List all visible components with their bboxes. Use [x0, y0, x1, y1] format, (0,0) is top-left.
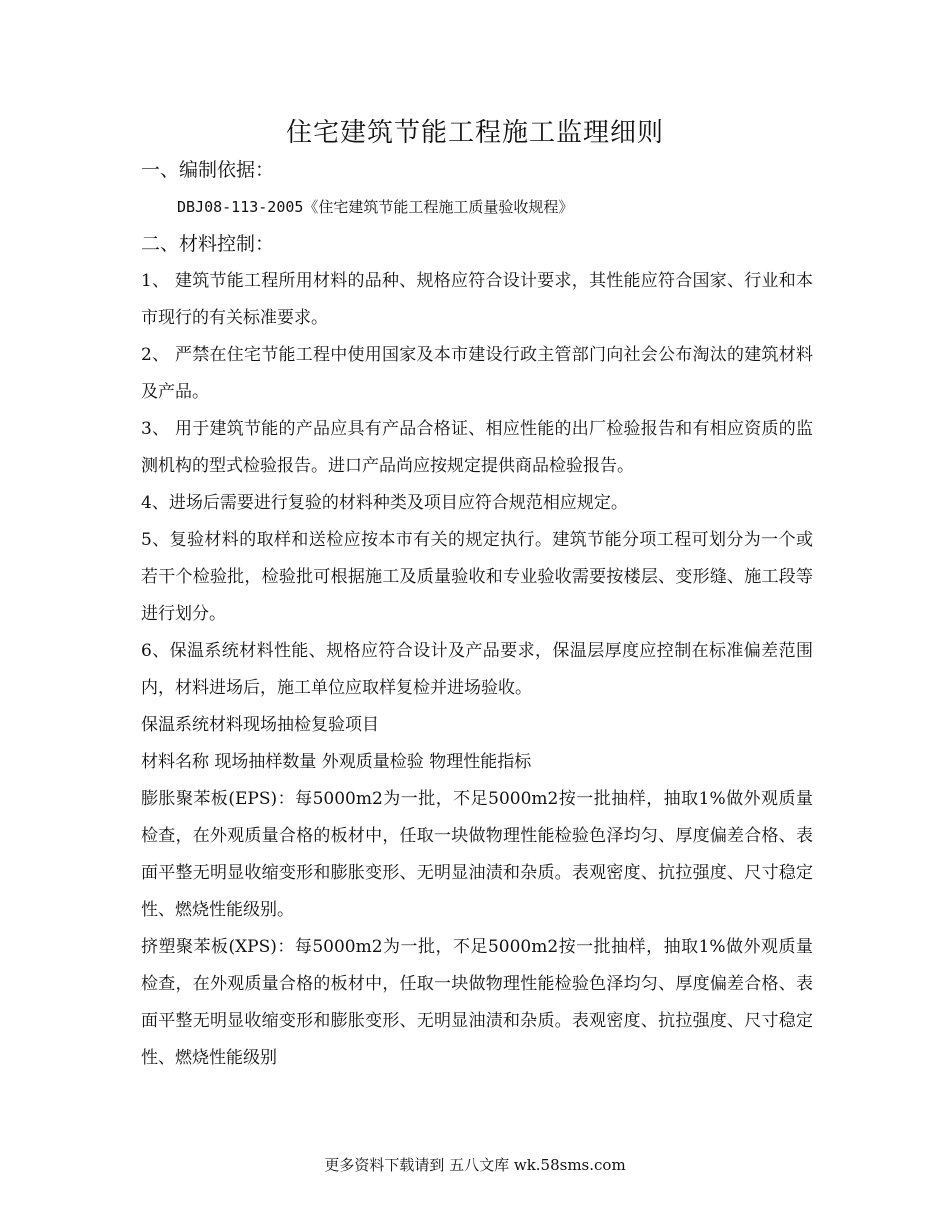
material-rule-5: 5、复验材料的取样和送检应按本市有关的规定执行。建筑节能分项工程可划分为一个或若干个检验批，检验批可根据施工及质量验收和专业验收需要按楼层、变形缝、施工段等进行划分。 — [141, 530, 813, 624]
page-title: 住宅建筑节能工程施工监理细则 — [285, 118, 664, 148]
inspection-items-heading: 保温系统材料现场抽检复验项目 — [141, 715, 379, 735]
footer-note: 更多资料下载请到 五八文库 wk.58sms.com — [324, 1156, 626, 1174]
document-body — [141, 152, 813, 1077]
xps-inspection-item: 挤塑聚苯板(XPS)：每5000m2为一批，不足5000m2按一批抽样，抽取1%做外观质量检查，在外观质量合格的板材中，任取一块做物理性能检验色泽均匀、厚度偏差合格、表面平整无明显收缩变形和膨胀变形、无明显油渍和杂质。表观密度、抗拉强度、尺寸稳定性、燃烧性能级别 — [141, 937, 813, 1068]
material-rule-4: 4、进场后需要进行复验的材料种类及项目应符合规范相应规定。 — [141, 493, 628, 513]
inspection-table-header: 材料名称 现场抽样数量 外观质量检验 物理性能指标 — [141, 752, 532, 772]
material-rule-3: 3、 用于建筑节能的产品应具有产品合格证、相应性能的出厂检验报告和有相应资质的监测机构的型式检验报告。进口产品尚应按规定提供商品检验报告。 — [141, 419, 813, 476]
section-heading-materials: 二、材料控制： — [141, 233, 275, 255]
material-rule-2: 2、 严禁在住宅节能工程中使用国家及本市建设行政主管部门向社会公布淘汰的建筑材料及产品。 — [141, 345, 813, 402]
eps-inspection-item: 膨胀聚苯板(EPS)：每5000m2为一批，不足5000m2按一批抽样，抽取1%做外观质量检查，在外观质量合格的板材中，任取一块做物理性能检验色泽均匀、厚度偏差合格、表面平整无明显收缩变形和膨胀变形、无明显油渍和杂质。表观密度、抗拉强度、尺寸稳定性、燃烧性能级别。 — [141, 789, 813, 920]
material-rule-6: 6、保温系统材料性能、规格应符合设计及产品要求，保温层厚度应控制在标准偏差范围内，材料进场后，施工单位应取样复检并进场验收。 — [141, 641, 813, 698]
reference-standard: DBJ08-113-2005《住宅建筑节能工程施工质量验收规程》 — [177, 198, 574, 216]
material-rule-1: 1、 建筑节能工程所用材料的品种、规格应符合设计要求，其性能应符合国家、行业和本市现行的有关标准要求。 — [141, 271, 813, 328]
section-heading-basis: 一、编制依据： — [141, 159, 275, 181]
